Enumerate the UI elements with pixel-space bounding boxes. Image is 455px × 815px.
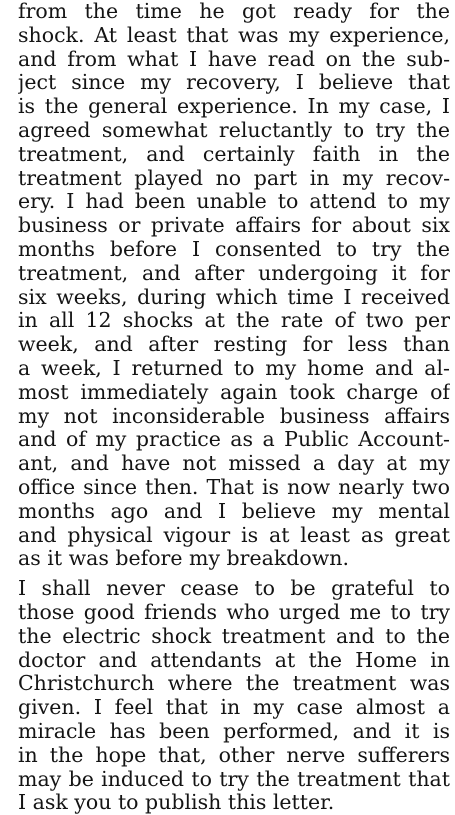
text-line: months before I consented to try the [18,237,450,261]
text-line: may be induced to try the treatment that [18,767,450,791]
text-line: from the time he got ready for the [18,0,450,23]
text-line: office since then. That is now nearly two [18,475,450,499]
letter-text-column [18,0,450,815]
text-line: Christchurch where the treatment was [18,672,450,696]
text-line: six weeks, during which time I received [18,285,450,309]
text-line: months ago and I believe my mental [18,499,450,523]
paragraph-2 [18,577,450,815]
text-line: treatment, and after undergoing it for [18,261,450,285]
text-line: I ask you to publish this letter. [18,791,335,815]
text-line: most immediately again took charge of [18,380,450,404]
text-line: ject since my recovery, I believe that [18,71,450,95]
text-line: and from what I have read on the sub- [18,47,450,71]
text-line: miracle has been performed, and it is [18,719,450,743]
text-line: a week, I returned to my home and al- [18,356,450,380]
paragraph-1 [18,0,450,571]
text-line: in the hope that, other nerve sufferers [18,743,450,767]
text-line: the electric shock treatment and to the [18,624,450,648]
text-line: ant, and have not missed a day at my [18,452,450,476]
text-line: agreed somewhat reluctantly to try the [18,118,450,142]
text-line: those good friends who urged me to try [18,600,450,624]
text-line: treatment played no part in my recov- [18,166,450,190]
text-line: my not inconsiderable business affairs [18,404,450,428]
text-line: as it was before my breakdown. [18,547,349,571]
text-line: given. I feel that in my case almost a [18,696,450,720]
text-line: in all 12 shocks at the rate of two per [18,309,450,333]
text-line: week, and after resting for less than [18,333,450,357]
text-line: business or private affairs for about six [18,214,450,238]
text-line: is the general experience. In my case, I [18,95,450,119]
text-line: and physical vigour is at least as great [18,523,450,547]
text-line: shock. At least that was my experience, [18,23,450,47]
text-line: treatment, and certainly faith in the [18,142,450,166]
text-line: and of my practice as a Public Account- [18,428,450,452]
text-line: doctor and attendants at the Home in [18,648,450,672]
text-line: I shall never cease to be grateful to [18,577,450,601]
text-line: ery. I had been unable to attend to my [18,190,450,214]
